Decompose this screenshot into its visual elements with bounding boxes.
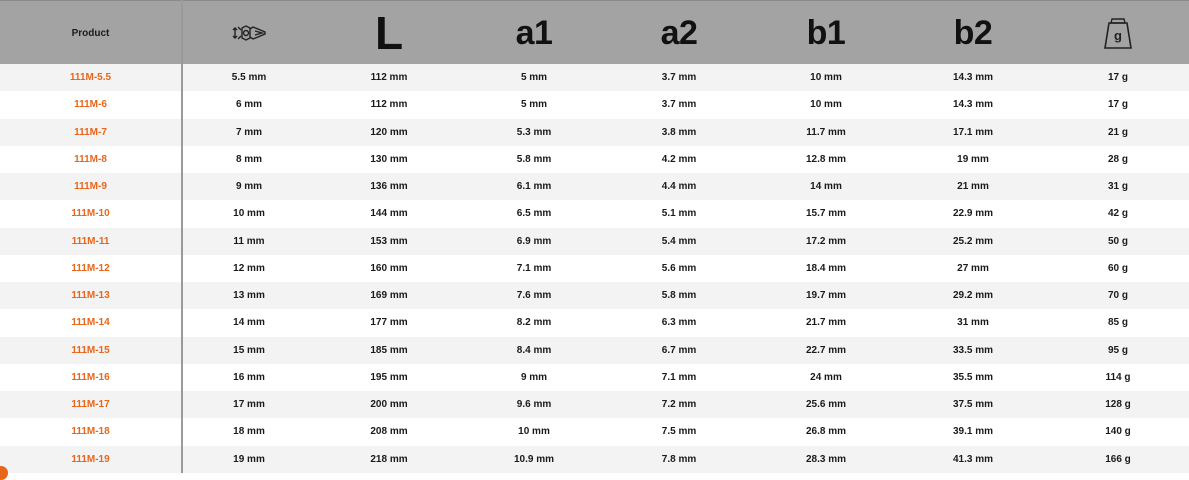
b1-cell: 25.6 mm bbox=[805, 399, 847, 411]
b1-cell: 21.7 mm bbox=[805, 317, 847, 329]
product-code[interactable]: 111M-16 bbox=[71, 371, 110, 383]
header-L: L bbox=[374, 7, 404, 59]
product-code[interactable]: 111M-5.5 bbox=[69, 72, 112, 84]
weight-cell: 70 g bbox=[1107, 290, 1128, 302]
a1-cell: 6.1 mm bbox=[516, 181, 552, 193]
a2-cell: 5.8 mm bbox=[661, 290, 697, 302]
weight-g-icon bbox=[1047, 1, 1189, 65]
a2-cell: 6.3 mm bbox=[661, 317, 697, 329]
length-cell: 169 mm bbox=[370, 290, 408, 302]
size-cell: 16 mm bbox=[233, 371, 265, 383]
a1-cell: 5 mm bbox=[520, 72, 548, 84]
a1-cell: 10.9 mm bbox=[513, 453, 555, 465]
product-code[interactable]: 111M-11 bbox=[71, 235, 110, 247]
length-cell: 112 mm bbox=[370, 72, 408, 84]
a1-cell: 8.4 mm bbox=[516, 344, 552, 356]
a1-cell: 5.3 mm bbox=[516, 126, 552, 138]
b2-cell: 27 mm bbox=[957, 262, 989, 274]
weight-cell: 114 g bbox=[1105, 371, 1131, 383]
product-code[interactable]: 111M-8 bbox=[74, 153, 107, 165]
table-row bbox=[0, 173, 1189, 200]
a1-cell: 5 mm bbox=[520, 99, 548, 111]
product-code[interactable]: 111M-7 bbox=[74, 126, 107, 138]
length-cell: 112 mm bbox=[370, 99, 408, 111]
b2-cell: 33.5 mm bbox=[952, 344, 994, 356]
table-row bbox=[0, 309, 1189, 336]
b1-cell: 28.3 mm bbox=[805, 453, 847, 465]
a2-cell: 7.5 mm bbox=[661, 426, 697, 438]
a2-cell: 7.2 mm bbox=[661, 399, 697, 411]
table-row bbox=[0, 364, 1189, 391]
a1-cell: 9 mm bbox=[520, 371, 548, 383]
product-code[interactable]: 111M-13 bbox=[71, 290, 110, 302]
length-cell: 120 mm bbox=[370, 126, 408, 138]
size-cell: 9 mm bbox=[235, 181, 263, 193]
b1-cell: 10 mm bbox=[810, 99, 842, 111]
product-code[interactable]: 111M-12 bbox=[71, 262, 110, 274]
length-cell: 136 mm bbox=[370, 181, 408, 193]
size-cell: 17 mm bbox=[233, 399, 265, 411]
header-a1: a1 bbox=[515, 13, 553, 52]
a2-cell: 3.8 mm bbox=[661, 126, 697, 138]
weight-cell: 60 g bbox=[1107, 262, 1128, 274]
spec-table-body bbox=[0, 64, 1189, 473]
a2-cell: 5.6 mm bbox=[661, 262, 697, 274]
weight-cell: 28 g bbox=[1107, 153, 1128, 165]
product-code[interactable]: 111M-15 bbox=[71, 344, 110, 356]
length-cell: 177 mm bbox=[370, 317, 408, 329]
a1-cell: 10 mm bbox=[518, 426, 550, 438]
length-cell: 160 mm bbox=[370, 262, 408, 274]
size-cell: 8 mm bbox=[235, 153, 263, 165]
header-product: Product bbox=[71, 27, 110, 39]
weight-icon-label: g bbox=[1114, 28, 1122, 43]
length-cell: 200 mm bbox=[370, 399, 408, 411]
weight-cell: 166 g bbox=[1105, 453, 1131, 465]
length-cell: 153 mm bbox=[370, 235, 408, 247]
table-row bbox=[0, 337, 1189, 364]
table-row bbox=[0, 255, 1189, 282]
header-b2: b2 bbox=[953, 13, 993, 52]
a2-cell: 4.2 mm bbox=[661, 153, 697, 165]
product-code[interactable]: 111M-17 bbox=[71, 399, 110, 411]
table-row bbox=[0, 446, 1189, 473]
b2-cell: 17.1 mm bbox=[952, 126, 994, 138]
b2-cell: 21 mm bbox=[957, 181, 989, 193]
table-row bbox=[0, 228, 1189, 255]
size-cell: 5.5 mm bbox=[231, 72, 267, 84]
weight-cell: 140 g bbox=[1105, 426, 1131, 438]
weight-cell: 42 g bbox=[1107, 208, 1128, 220]
size-cell: 14 mm bbox=[233, 317, 265, 329]
weight-cell: 21 g bbox=[1107, 126, 1128, 138]
b2-cell: 14.3 mm bbox=[952, 99, 994, 111]
a1-cell: 6.5 mm bbox=[516, 208, 552, 220]
weight-cell: 31 g bbox=[1107, 181, 1128, 193]
length-cell: 218 mm bbox=[370, 453, 408, 465]
size-cell: 7 mm bbox=[235, 126, 263, 138]
b1-cell: 17.2 mm bbox=[805, 235, 847, 247]
a1-cell: 5.8 mm bbox=[516, 153, 552, 165]
table-row bbox=[0, 200, 1189, 227]
weight-cell: 17 g bbox=[1107, 99, 1128, 111]
b1-cell: 18.4 mm bbox=[805, 262, 847, 274]
header-a2: a2 bbox=[660, 13, 698, 52]
b2-cell: 19 mm bbox=[957, 153, 989, 165]
b2-cell: 37.5 mm bbox=[952, 399, 994, 411]
b1-cell: 12.8 mm bbox=[805, 153, 847, 165]
table-row bbox=[0, 391, 1189, 418]
weight-cell: 50 g bbox=[1107, 235, 1128, 247]
table-row bbox=[0, 282, 1189, 309]
b1-cell: 10 mm bbox=[810, 72, 842, 84]
size-cell: 12 mm bbox=[233, 262, 265, 274]
b1-cell: 15.7 mm bbox=[805, 208, 847, 220]
size-cell: 11 mm bbox=[233, 235, 265, 247]
a1-cell: 7.6 mm bbox=[516, 290, 552, 302]
a2-cell: 6.7 mm bbox=[661, 344, 697, 356]
product-code[interactable]: 111M-6 bbox=[74, 99, 107, 111]
a2-cell: 7.8 mm bbox=[661, 453, 697, 465]
b1-cell: 11.7 mm bbox=[806, 126, 846, 138]
length-cell: 208 mm bbox=[370, 426, 408, 438]
b2-cell: 31 mm bbox=[957, 317, 989, 329]
size-cell: 18 mm bbox=[233, 426, 265, 438]
weight-cell: 85 g bbox=[1107, 317, 1128, 329]
a1-cell: 8.2 mm bbox=[516, 317, 552, 329]
product-code[interactable]: 111M-18 bbox=[71, 426, 110, 438]
b2-cell: 29.2 mm bbox=[952, 290, 994, 302]
header-b1: b1 bbox=[806, 13, 846, 52]
b1-cell: 26.8 mm bbox=[805, 426, 847, 438]
a2-cell: 7.1 mm bbox=[661, 371, 697, 383]
length-cell: 130 mm bbox=[370, 153, 408, 165]
b2-cell: 25.2 mm bbox=[952, 235, 994, 247]
table-row bbox=[0, 64, 1189, 91]
a1-cell: 9.6 mm bbox=[516, 399, 552, 411]
size-cell: 15 mm bbox=[233, 344, 265, 356]
b2-cell: 35.5 mm bbox=[952, 371, 994, 383]
a2-cell: 4.4 mm bbox=[661, 181, 697, 193]
b1-cell: 22.7 mm bbox=[805, 344, 847, 356]
a2-cell: 5.4 mm bbox=[661, 235, 697, 247]
table-row bbox=[0, 418, 1189, 445]
accent-corner bbox=[0, 466, 8, 480]
a1-cell: 7.1 mm bbox=[516, 262, 552, 274]
size-cell: 19 mm bbox=[233, 453, 265, 465]
b2-cell: 22.9 mm bbox=[952, 208, 994, 220]
a2-cell: 3.7 mm bbox=[661, 72, 697, 84]
b1-cell: 19.7 mm bbox=[805, 290, 847, 302]
b1-cell: 24 mm bbox=[810, 371, 842, 383]
b2-cell: 14.3 mm bbox=[952, 72, 994, 84]
b2-cell: 41.3 mm bbox=[952, 453, 994, 465]
weight-cell: 128 g bbox=[1105, 399, 1131, 411]
size-cell: 13 mm bbox=[233, 290, 265, 302]
a2-cell: 3.7 mm bbox=[661, 99, 697, 111]
spanner-size-icon bbox=[183, 1, 315, 65]
length-cell: 144 mm bbox=[370, 208, 408, 220]
table-header bbox=[0, 0, 1189, 65]
product-code[interactable]: 111M-9 bbox=[74, 181, 107, 193]
b1-cell: 14 mm bbox=[810, 181, 842, 193]
product-code[interactable]: 111M-19 bbox=[71, 453, 110, 465]
table-row bbox=[0, 119, 1189, 146]
size-cell: 6 mm bbox=[235, 99, 263, 111]
table-row bbox=[0, 146, 1189, 173]
table-row bbox=[0, 91, 1189, 118]
column-divider bbox=[181, 0, 183, 473]
length-cell: 195 mm bbox=[370, 371, 408, 383]
weight-cell: 95 g bbox=[1107, 344, 1128, 356]
product-code[interactable]: 111M-10 bbox=[71, 208, 110, 220]
a1-cell: 6.9 mm bbox=[516, 235, 552, 247]
length-cell: 185 mm bbox=[370, 344, 408, 356]
b2-cell: 39.1 mm bbox=[952, 426, 994, 438]
weight-cell: 17 g bbox=[1107, 72, 1128, 84]
size-cell: 10 mm bbox=[233, 208, 265, 220]
product-code[interactable]: 111M-14 bbox=[71, 317, 110, 329]
a2-cell: 5.1 mm bbox=[661, 208, 697, 220]
